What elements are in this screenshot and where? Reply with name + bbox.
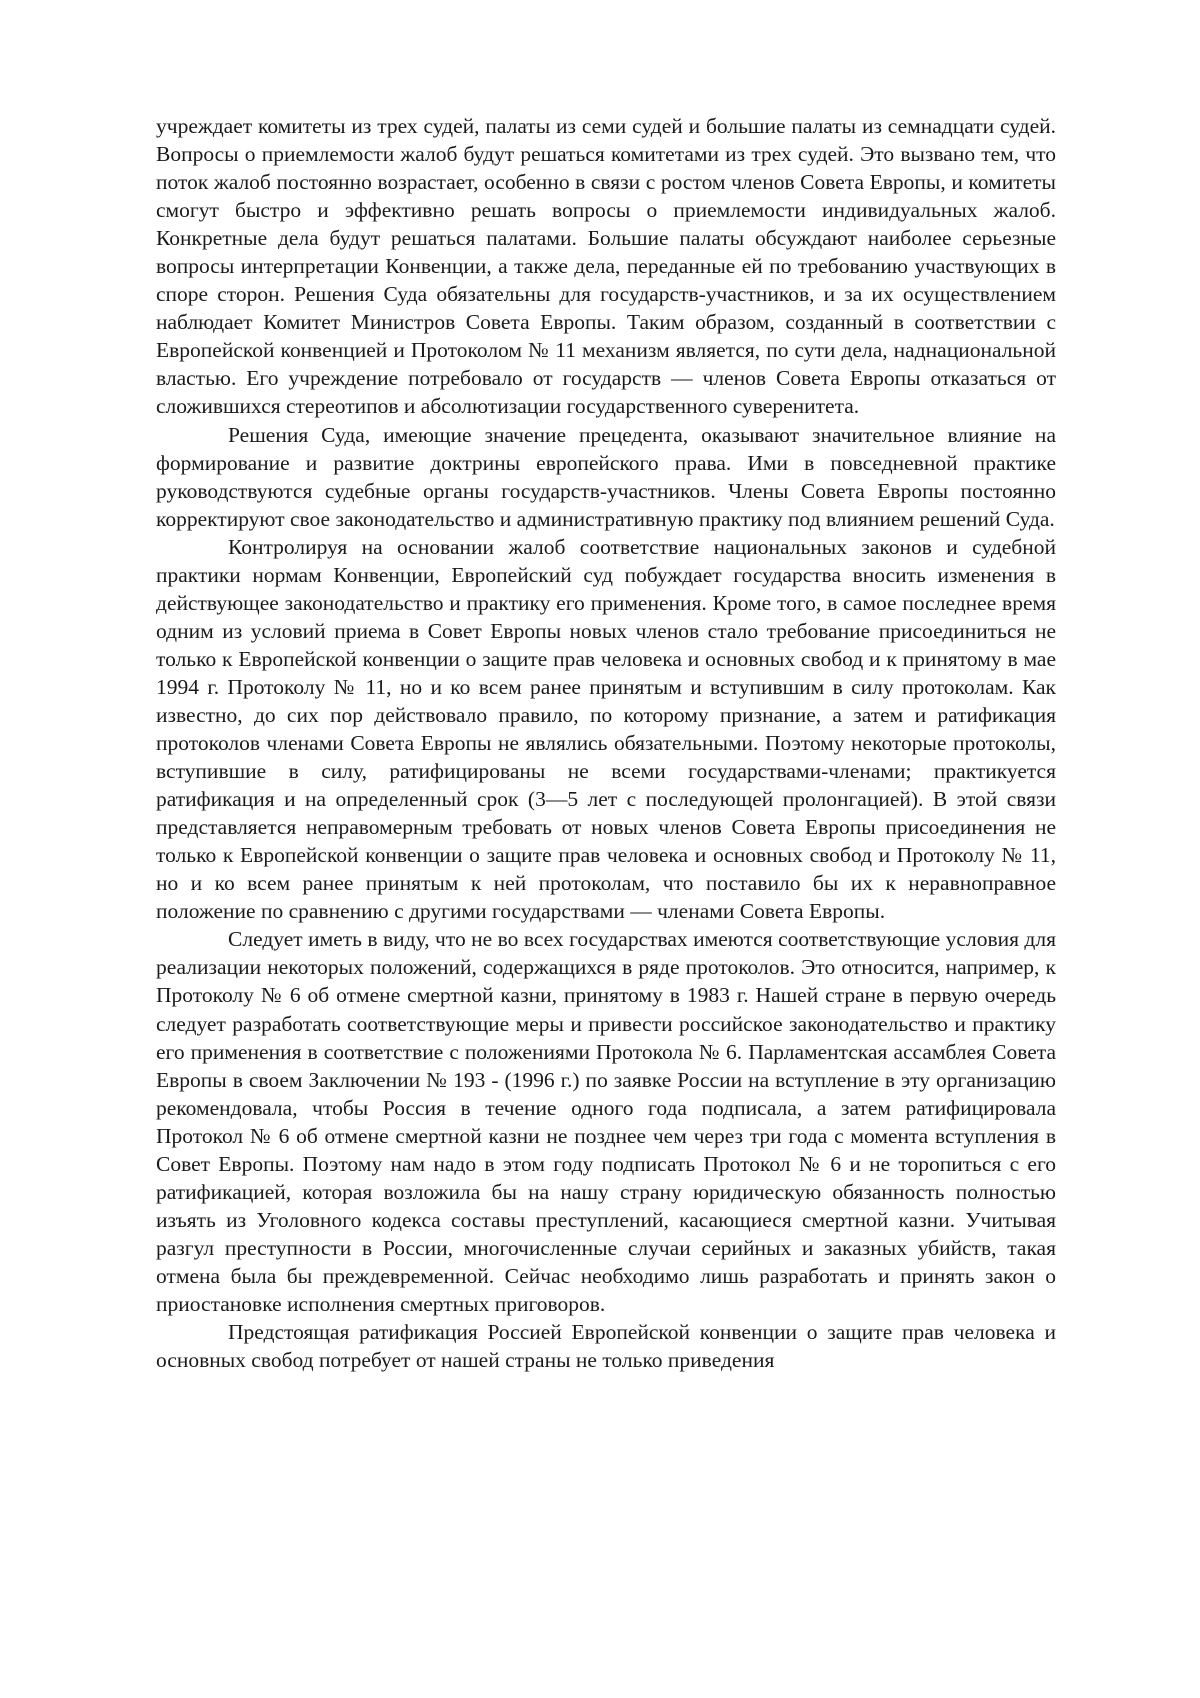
paragraph-3: Контролируя на основании жалоб соответствие национальных законов и судебной практики нормам Конвенции, Европейский суд побуждает государства вносить изменения в действующее законодательство и практику его применения. Кроме того, в самое последнее время одним из условий приема в Совет Европы новых членов стало требование присоединиться не только к Европейской конвенции о защите прав человека и основных свобод и к принятому в мае 1994 г. Протоколу № 11, но и ко всем ранее принятым и вступившим в силу протоколам. Как известно, до сих пор действовало правило, по которому признание, а затем и ратификация протоколов членами Совета Европы не являлись обязательными. Поэтому некоторые протоколы, вступившие в силу, ратифицированы не всеми государствами-членами; практикуется ратификация и на определенный срок (3—5 лет с последующей пролонгацией). В этой связи представляется неправомерным требовать от новых членов Совета Европы присоединения не только к Европейской конвенции о защите прав человека и основных свобод и Протоколу № 11, но и ко всем ранее принятым к ней протоколам, что поставило бы их к неравноправное положение по сравнению с другими государствами — членами Совета Европы.	[156, 534, 1056, 924]
paragraph-1: учреждает комитеты из трех судей, палаты из семи судей и большие палаты из семнадцати судей. Вопросы о приемлемости жалоб будут решаться комитетами из трех судей. Это вызвано тем, что поток жалоб постоянно возрастает, особенно в связи с ростом членов Совета Европы, и комитеты смогут быстро и эффективно решать вопросы о приемлемости индивидуальных жалоб. Конкретные дела будут решаться палатами. Большие палаты обсуждают наиболее серьезные вопросы интерпретации Конвенции, а также дела, переданные ей по требованию участвующих в споре сторон. Решения Суда обязательны для государств-участников, и за их осуществлением наблюдает Комитет Министров Совета Европы. Таким образом, созданный в соответствии с Европейской конвенцией и Протоколом № 11 механизм является, по сути дела, наднациональной властью. Его учреждение потребовало от государств — членов Совета Европы отказаться от сложившихся стереотипов и абсолютизации государственного суверенитета.	[156, 114, 1056, 419]
paragraph-4: Следует иметь в виду, что не во всех государствах имеются соответствующие условия для реализации некоторых положений, содержащихся в ряде протоколов. Это относится, например, к Протоколу № 6 об отмене смертной казни, принятому в 1983 г. Нашей стране в первую очередь следует разработать соответствующие меры и привести российское законодательство и практику его применения в соответствие с положениями Протокола № 6. Парламентская ассамблея Совета Европы в своем Заключении № 193 - (1996 г.) по заявке России на вступление в эту организацию рекомендовала, чтобы Россия в течение одного года подписала, а затем ратифицировала Протокол № 6 об отмене смертной казни не позднее чем через три года с момента вступления в Совет Европы. Поэтому нам надо в этом году подписать Протокол № 6 и не торопиться с его ратификацией, которая возложила бы на нашу страну юридическую обязанность полностью изъять из Уголовного кодекса составы преступлений, касающиеся смертной казни. Учитывая разгул преступности в России, многочисленные случаи серийных и заказных убийств, такая отмена была бы преждевременной. Сейчас необходимо лишь разработать и принять закон о приостановке исполнения смертных приговоров.	[156, 927, 1056, 1316]
paragraph-5: Предстоящая ратификация Россией Европейской конвенции о защите прав человека и основных свобод потребует от нашей страны не только приведения	[156, 1320, 1056, 1373]
paragraph-2: Решения Суда, имеющие значение прецедента, оказывают значительное влияние на формирование и развитие доктрины европейского права. Ими в повседневной практике руководствуются судебные органы государств-участников. Члены Совета Европы постоянно корректируют свое законодательство и административную практику под влиянием решений Суда.	[156, 422, 1056, 531]
document-page	[156, 112, 1056, 1374]
